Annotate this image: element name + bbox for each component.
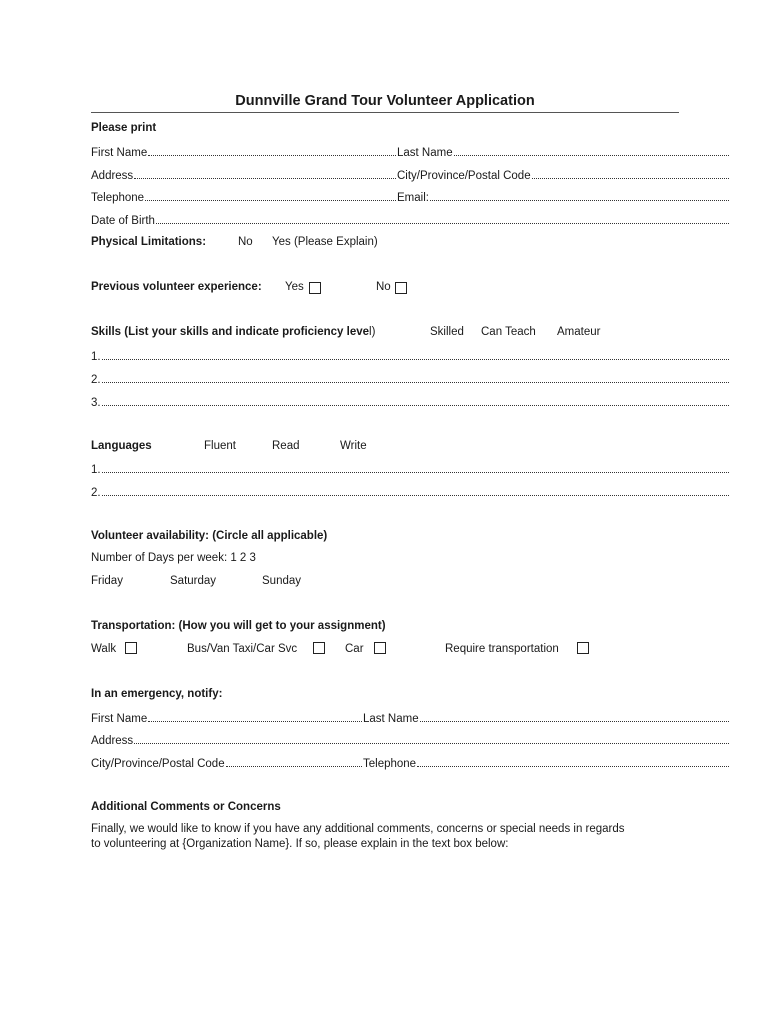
skill-line-1-number: 1. [91, 351, 101, 363]
emergency-city-field[interactable] [91, 756, 362, 770]
language-line-2-number: 2. [91, 487, 101, 499]
walk-label: Walk [91, 643, 117, 655]
days-per-week-line[interactable]: Number of Days per week: 1 2 3 [91, 552, 256, 564]
last-name-line [454, 145, 729, 156]
comments-text-line-2: to volunteering at {Organization Name}. If so, please explain in the text box below: [91, 838, 509, 850]
emergency-address-field[interactable] [91, 733, 729, 747]
address-field[interactable] [91, 168, 396, 182]
emergency-last-name-label: Last Name [363, 713, 419, 725]
sunday-option[interactable]: Sunday [262, 575, 302, 587]
telephone-field[interactable] [91, 190, 396, 204]
emergency-city-line [226, 756, 362, 767]
language-line-2[interactable] [91, 485, 729, 499]
city-line [532, 168, 729, 179]
skill-line-1-dots [102, 349, 729, 360]
comments-text-line-1: Finally, we would like to know if you have any additional comments, concerns or special needs in regards [91, 823, 625, 835]
previous-yes-label: Yes [285, 281, 304, 293]
physical-limitations-label: Physical Limitations: [91, 236, 207, 248]
skill-line-1[interactable] [91, 349, 729, 363]
language-line-1[interactable] [91, 462, 729, 476]
require-transportation-checkbox[interactable] [577, 642, 589, 654]
last-name-field[interactable] [397, 145, 729, 159]
bus-taxi-label: Bus/Van Taxi/Car Svc [187, 643, 298, 655]
languages-write-header: Write [340, 440, 367, 452]
emergency-first-name-line [148, 711, 362, 722]
skills-amateur-header: Amateur [557, 326, 601, 338]
walk-checkbox[interactable] [125, 642, 137, 654]
first-name-field[interactable] [91, 145, 396, 159]
skills-heading [91, 326, 375, 338]
dob-label: Date of Birth [91, 215, 155, 227]
city-field[interactable] [397, 168, 729, 182]
skill-line-3-dots [102, 395, 729, 406]
skills-skilled-header: Skilled [430, 326, 464, 338]
transportation-heading: Transportation: (How you will get to your assignment) [91, 620, 386, 632]
first-name-label: First Name [91, 147, 148, 159]
skills-heading-bold: Skills (List your skills and indicate proficiency leve [91, 326, 370, 338]
bus-taxi-checkbox[interactable] [313, 642, 325, 654]
first-name-line [148, 145, 396, 156]
emergency-city-label: City/Province/Postal Code [91, 758, 225, 770]
emergency-heading: In an emergency, notify: [91, 688, 223, 700]
skill-line-3-number: 3. [91, 397, 101, 409]
emergency-address-label: Address [91, 735, 134, 747]
telephone-label: Telephone [91, 192, 145, 204]
dob-line [156, 213, 729, 224]
email-field[interactable] [397, 190, 729, 204]
form-title: Dunnville Grand Tour Volunteer Application [235, 93, 535, 109]
skill-line-2[interactable] [91, 372, 729, 386]
previous-no-label: No [376, 281, 391, 293]
dob-field[interactable] [91, 213, 729, 227]
telephone-line [145, 190, 396, 201]
languages-heading: Languages [91, 440, 152, 452]
last-name-label: Last Name [397, 147, 453, 159]
friday-option[interactable]: Friday [91, 575, 123, 587]
saturday-option[interactable]: Saturday [170, 575, 217, 587]
emergency-last-name-field[interactable] [363, 711, 729, 725]
emergency-telephone-line [417, 756, 729, 767]
email-line [430, 190, 729, 201]
skill-line-3[interactable] [91, 395, 729, 409]
physical-yes-option[interactable]: Yes (Please Explain) [272, 236, 378, 248]
skills-can-teach-header: Can Teach [481, 326, 536, 338]
previous-experience-label: Previous volunteer experience: [91, 281, 262, 293]
please-print-label: Please print [91, 122, 157, 134]
language-line-1-dots [102, 462, 729, 473]
emergency-last-name-line [420, 711, 729, 722]
previous-no-checkbox[interactable] [395, 282, 407, 294]
skill-line-2-number: 2. [91, 374, 101, 386]
require-transportation-label: Require transportation [445, 643, 559, 655]
emergency-address-line [134, 733, 729, 744]
address-line [134, 168, 396, 179]
availability-heading: Volunteer availability: (Circle all applicable) [91, 530, 328, 542]
previous-yes-checkbox[interactable] [309, 282, 321, 294]
skill-line-2-dots [102, 372, 729, 383]
email-label: Email: [397, 192, 429, 204]
emergency-telephone-label: Telephone [363, 758, 417, 770]
language-line-2-dots [102, 485, 729, 496]
car-checkbox[interactable] [374, 642, 386, 654]
city-label: City/Province/Postal Code [397, 170, 531, 182]
address-label: Address [91, 170, 134, 182]
emergency-first-name-field[interactable] [91, 711, 362, 725]
language-line-1-number: 1. [91, 464, 101, 476]
skills-heading-rest: l) [369, 326, 376, 338]
languages-fluent-header: Fluent [204, 440, 236, 452]
physical-no-option[interactable]: No [238, 236, 253, 248]
emergency-first-name-label: First Name [91, 713, 148, 725]
languages-read-header: Read [272, 440, 300, 452]
car-label: Car [345, 643, 364, 655]
emergency-telephone-field[interactable] [363, 756, 729, 770]
title-underline [91, 112, 679, 113]
comments-heading: Additional Comments or Concerns [91, 801, 281, 813]
